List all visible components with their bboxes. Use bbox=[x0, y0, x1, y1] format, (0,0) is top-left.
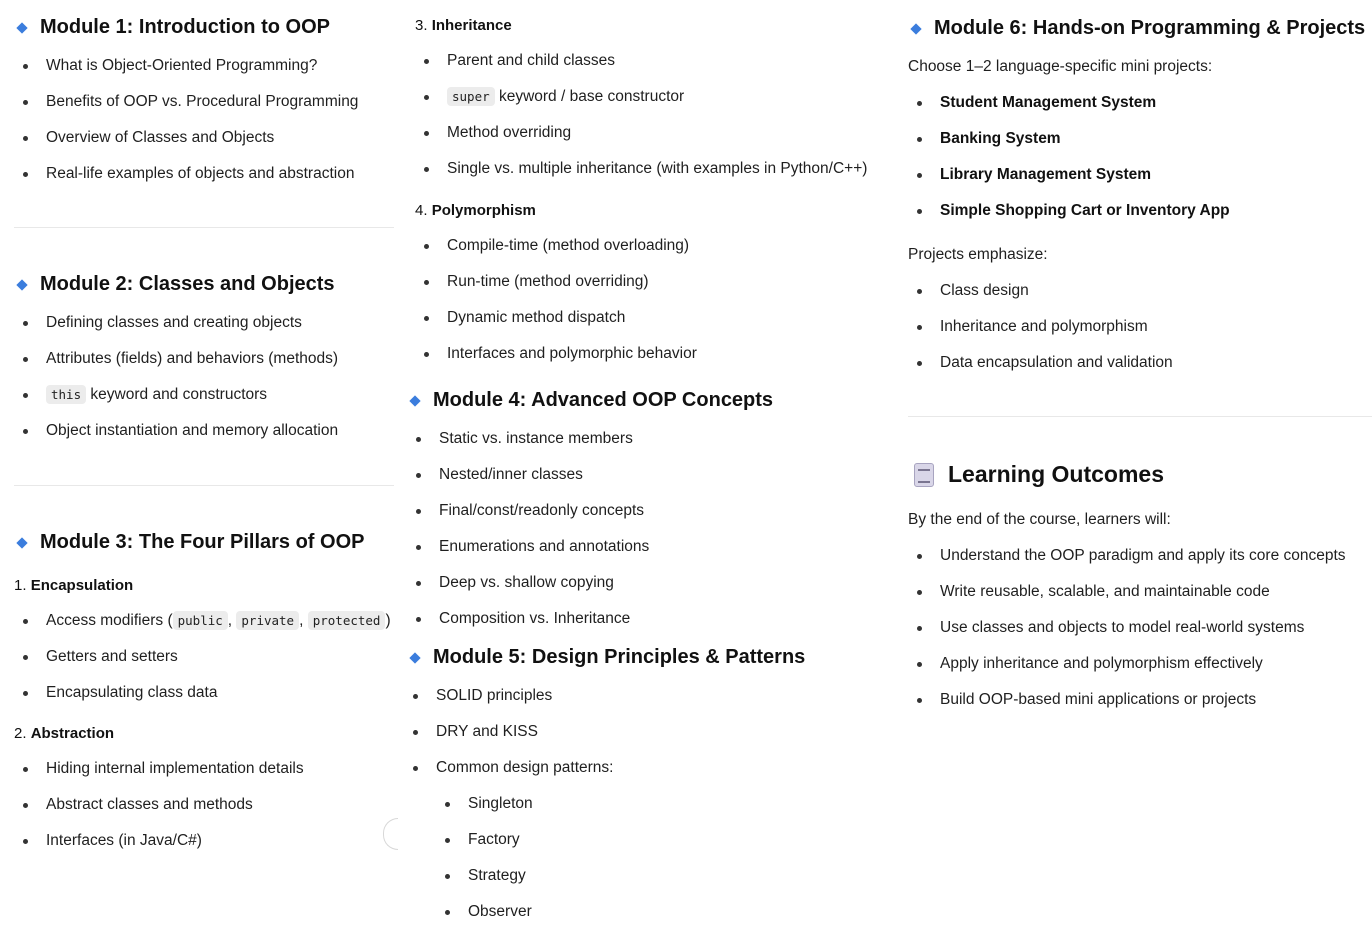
list-item: Inheritance and polymorphism bbox=[908, 318, 1173, 354]
list-item: Dynamic method dispatch bbox=[415, 309, 697, 345]
module-2-title: Module 2: Classes and Objects bbox=[14, 273, 335, 296]
polymorphism-heading: 4. Polymorphism bbox=[415, 202, 536, 219]
list-item: Abstract classes and methods bbox=[14, 796, 304, 832]
list-item: Simple Shopping Cart or Inventory App bbox=[908, 202, 1230, 238]
list-item: Write reusable, scalable, and maintainable code bbox=[908, 583, 1346, 619]
super-code: super bbox=[447, 87, 495, 106]
list-item: Banking System bbox=[908, 130, 1230, 166]
list-item: Final/const/readonly concepts bbox=[407, 502, 649, 538]
list-item: What is Object-Oriented Programming? bbox=[14, 57, 358, 93]
list-item: Overview of Classes and Objects bbox=[14, 129, 358, 165]
list-item: Static vs. instance members bbox=[407, 430, 649, 466]
list-item: Deep vs. shallow copying bbox=[407, 574, 649, 610]
list-item: Data encapsulation and validation bbox=[908, 354, 1173, 390]
list-item: Benefits of OOP vs. Procedural Programming bbox=[14, 93, 358, 129]
private-code: private bbox=[236, 611, 299, 630]
section-divider bbox=[14, 227, 394, 228]
this-code: this bbox=[46, 385, 86, 404]
list-item: Defining classes and creating objects bbox=[14, 314, 338, 350]
list-item: Single vs. multiple inheritance (with examples in Python/C++) bbox=[415, 160, 867, 196]
list-item: Strategy bbox=[436, 867, 533, 903]
list-item: Interfaces and polymorphic behavior bbox=[415, 345, 697, 381]
list-item: Getters and setters bbox=[14, 648, 391, 684]
module-6-intro: Choose 1–2 language-specific mini projects: bbox=[908, 58, 1213, 75]
list-item: super keyword / base constructor bbox=[415, 88, 867, 124]
scroll-icon bbox=[914, 463, 934, 487]
list-item: Real-life examples of objects and abstraction bbox=[14, 165, 358, 201]
list-item: SOLID principles bbox=[404, 687, 613, 723]
emphasis-list bbox=[908, 282, 1173, 390]
projects-list bbox=[908, 94, 1230, 238]
list-item: Enumerations and annotations bbox=[407, 538, 649, 574]
list-item: Apply inheritance and polymorphism effectively bbox=[908, 655, 1346, 691]
diamond-bullet-icon bbox=[409, 652, 420, 663]
diamond-bullet-icon bbox=[16, 279, 27, 290]
abstraction-heading: 2. Abstraction bbox=[14, 725, 115, 742]
list-item: Attributes (fields) and behaviors (methods) bbox=[14, 350, 338, 386]
outcomes-list bbox=[908, 547, 1346, 727]
protected-code: protected bbox=[308, 611, 386, 630]
section-divider bbox=[14, 485, 394, 486]
list-item: Run-time (method overriding) bbox=[415, 273, 697, 309]
outcomes-intro: By the end of the course, learners will: bbox=[908, 511, 1171, 528]
list-item: Factory bbox=[436, 831, 533, 867]
diamond-bullet-icon bbox=[16, 22, 27, 33]
inheritance-heading: 3. Inheritance bbox=[415, 17, 512, 34]
list-item: Common design patterns: bbox=[404, 759, 613, 795]
learning-outcomes-title: Learning Outcomes bbox=[908, 461, 1164, 488]
scroll-handle[interactable] bbox=[383, 818, 398, 850]
encapsulation-list bbox=[14, 612, 391, 720]
list-item: Parent and child classes bbox=[415, 52, 867, 88]
list-item: Observer bbox=[436, 903, 533, 939]
design-patterns-list bbox=[436, 795, 533, 939]
list-item: Nested/inner classes bbox=[407, 466, 649, 502]
module-2-list bbox=[14, 314, 338, 458]
inheritance-list bbox=[415, 52, 867, 196]
list-item: DRY and KISS bbox=[404, 723, 613, 759]
module-6-title: Module 6: Hands-on Programming & Projects bbox=[908, 17, 1365, 40]
encapsulation-heading: 1. Encapsulation bbox=[14, 577, 134, 594]
list-item: Access modifiers ( public , private , protected ) bbox=[14, 612, 391, 648]
list-item: Method overriding bbox=[415, 124, 867, 160]
module-4-title: Module 4: Advanced OOP Concepts bbox=[407, 389, 773, 412]
module-5-list bbox=[404, 687, 613, 795]
polymorphism-list bbox=[415, 237, 697, 381]
list-item: Understand the OOP paradigm and apply its core concepts bbox=[908, 547, 1346, 583]
abstraction-list bbox=[14, 760, 304, 868]
list-item: Build OOP-based mini applications or projects bbox=[908, 691, 1346, 727]
list-item: Singleton bbox=[436, 795, 533, 831]
emphasis-intro: Projects emphasize: bbox=[908, 246, 1048, 263]
module-5-title: Module 5: Design Principles & Patterns bbox=[407, 646, 805, 669]
module-4-list bbox=[407, 430, 649, 646]
diamond-bullet-icon bbox=[910, 23, 921, 34]
diamond-bullet-icon bbox=[16, 537, 27, 548]
list-item: Use classes and objects to model real-world systems bbox=[908, 619, 1346, 655]
list-item: Hiding internal implementation details bbox=[14, 760, 304, 796]
list-item: Class design bbox=[908, 282, 1173, 318]
section-divider bbox=[908, 416, 1372, 417]
list-item: Compile-time (method overloading) bbox=[415, 237, 697, 273]
list-item: Interfaces (in Java/C#) bbox=[14, 832, 304, 868]
list-item: Student Management System bbox=[908, 94, 1230, 130]
list-item: Encapsulating class data bbox=[14, 684, 391, 720]
list-item: Composition vs. Inheritance bbox=[407, 610, 649, 646]
list-item: this keyword and constructors bbox=[14, 386, 338, 422]
module-3-title: Module 3: The Four Pillars of OOP bbox=[14, 531, 364, 554]
module-1-title: Module 1: Introduction to OOP bbox=[14, 16, 330, 39]
diamond-bullet-icon bbox=[409, 395, 420, 406]
list-item: Object instantiation and memory allocation bbox=[14, 422, 338, 458]
module-1-list bbox=[14, 57, 358, 201]
public-code: public bbox=[173, 611, 228, 630]
list-item: Library Management System bbox=[908, 166, 1230, 202]
